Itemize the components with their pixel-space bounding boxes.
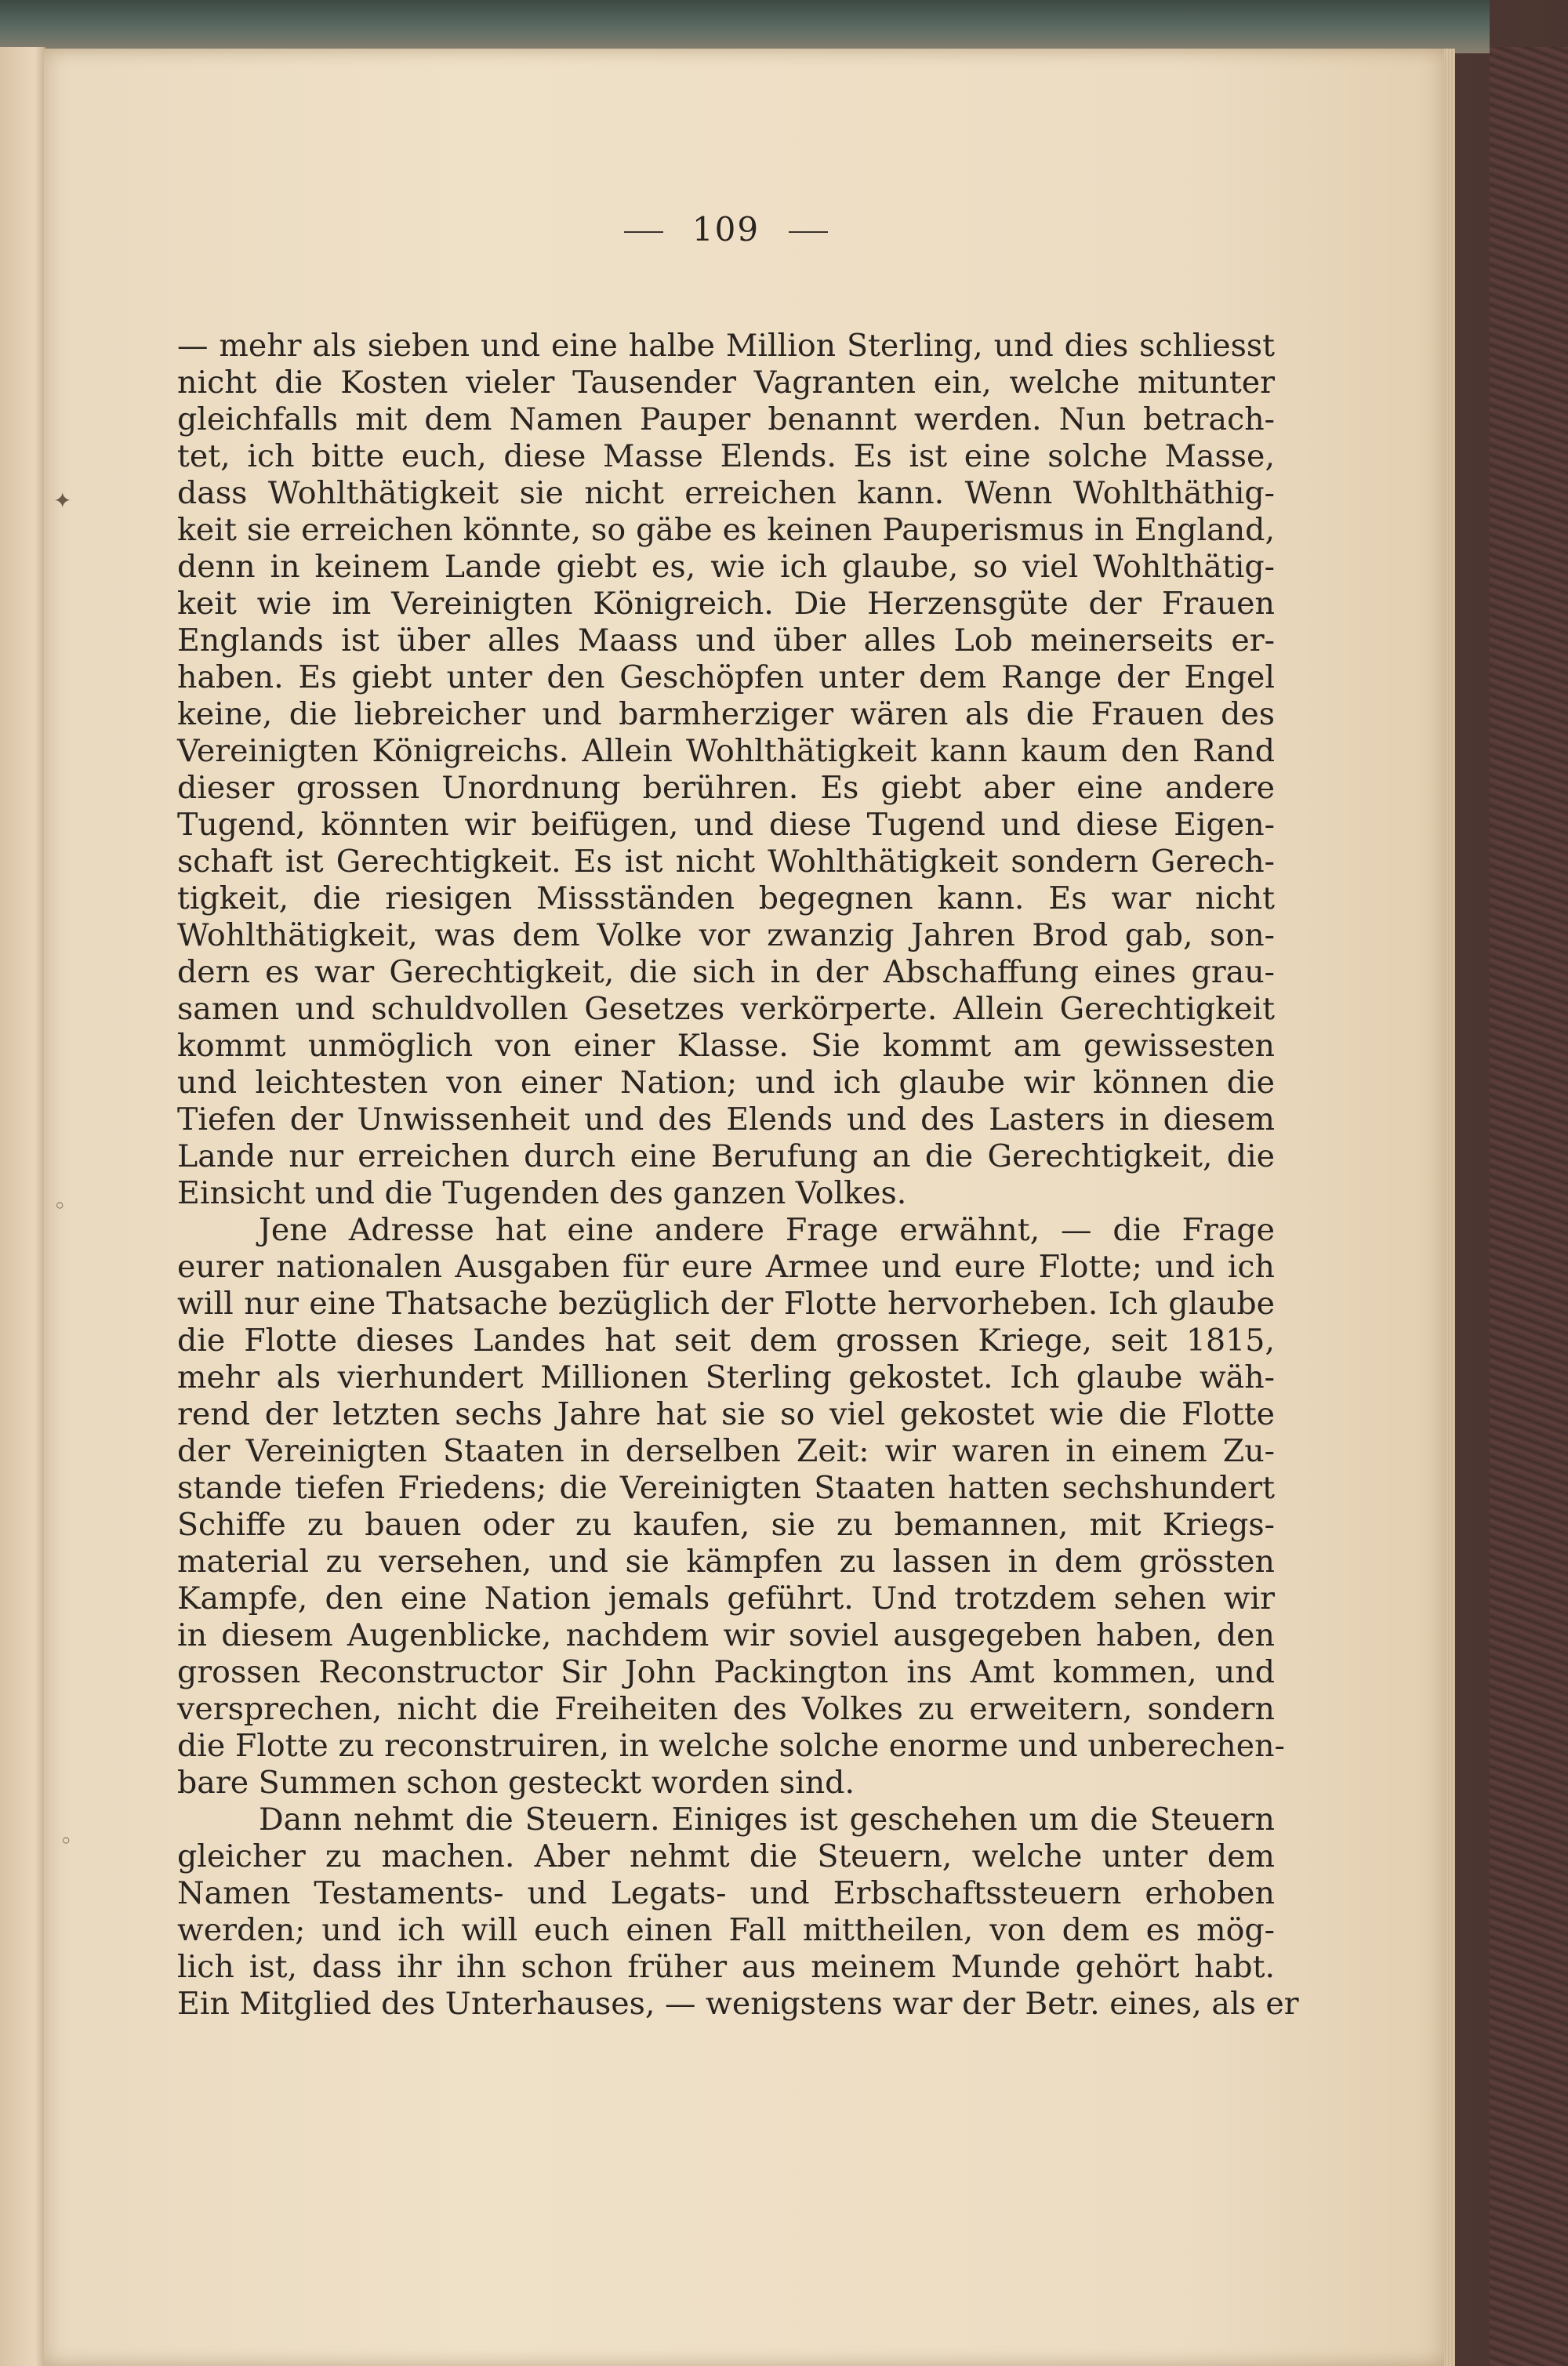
text-line: tet, ich bitte euch, diese Masse Elends. Es ist eine solche Masse, [177, 438, 1275, 474]
book-cover-cloth [1490, 47, 1568, 2366]
margin-mark: ✦ [53, 488, 72, 513]
text-line: schaft ist Gerechtigkeit. Es ist nicht Wohlthätigkeit sondern Gerech- [177, 844, 1275, 880]
text-line: mehr als vierhundert Millionen Sterling gekostet. Ich glaube wäh- [177, 1359, 1275, 1395]
text-line: — mehr als sieben und eine halbe Million Sterling, und dies schliesst [177, 328, 1275, 364]
text-line: kommt unmöglich von einer Klasse. Sie kommt am gewissesten [177, 1028, 1275, 1064]
text-line: rend der letzten sechs Jahre hat sie so viel gekostet wie die Flotte [177, 1396, 1275, 1432]
text-line: Ein Mitglied des Unterhauses, — wenigstens war der Betr. eines, als er [177, 1986, 1299, 2022]
text-line: und leichtesten von einer Nation; und ich glaube wir können die [177, 1065, 1275, 1101]
book-page [44, 49, 1455, 2366]
page-header [177, 210, 1275, 281]
text-line: Kampfe, den eine Nation jemals geführt. Und trotzdem sehen wir [177, 1580, 1275, 1617]
text-line: keit wie im Vereinigten Königreich. Die Herzensgüte der Frauen [177, 586, 1275, 622]
text-line: material zu versehen, und sie kämpfen zu lassen in dem grössten [177, 1544, 1275, 1580]
text-line: Wohlthätigkeit, was dem Volke vor zwanzig Jahren Brod gab, son- [177, 917, 1275, 953]
text-line: bare Summen schon gesteckt worden sind. [177, 1765, 855, 1801]
margin-mark: ◦ [60, 1828, 73, 1854]
text-line: eurer nationalen Ausgaben für eure Armee und eure Flotte; und ich [177, 1249, 1275, 1285]
text-line: Namen Testaments- und Legats- und Erbschaftssteuern erhoben [177, 1875, 1275, 1911]
text-line: haben. Es giebt unter den Geschöpfen unter dem Range der Engel [177, 659, 1275, 695]
margin-mark: ◦ [53, 1193, 67, 1219]
text-line: dern es war Gerechtigkeit, die sich in der Abschaffung eines grau- [177, 954, 1275, 990]
text-line: dass Wohlthätigkeit sie nicht erreichen kann. Wenn Wohlthäthig- [177, 475, 1275, 511]
text-line: Englands ist über alles Maass und über alles Lob meinerseits er- [177, 622, 1275, 659]
text-line: der Vereinigten Staaten in derselben Zeit: wir waren in einem Zu- [177, 1433, 1275, 1469]
text-line: werden; und ich will euch einen Fall mittheilen, von dem es mög- [177, 1912, 1275, 1948]
text-line: gleicher zu machen. Aber nehmt die Steuern, welche unter dem [177, 1838, 1275, 1874]
text-line: gleichfalls mit dem Namen Pauper benannt werden. Nun betrach- [177, 401, 1275, 437]
text-line: die Flotte zu reconstruiren, in welche solche enorme und unberechen- [177, 1728, 1285, 1764]
text-line: Schiffe zu bauen oder zu kaufen, sie zu bemannen, mit Kriegs- [177, 1507, 1275, 1543]
text-line: samen und schuldvollen Gesetzes verkörperte. Allein Gerechtigkeit [177, 991, 1275, 1027]
header-dash-right [789, 231, 828, 233]
text-line: Jene Adresse hat eine andere Frage erwähnt, — die Frage [259, 1212, 1275, 1248]
header-dash-left [624, 231, 663, 233]
text-line: lich ist, dass ihr ihn schon früher aus meinem Munde gehört habt. [177, 1949, 1275, 1985]
text-line: versprechen, nicht die Freiheiten des Volkes zu erweitern, sondern [177, 1691, 1275, 1727]
page-body-text [177, 328, 1299, 2023]
text-line: denn in keinem Lande giebt es, wie ich glaube, so viel Wohlthätig- [177, 549, 1275, 585]
text-line: dieser grossen Unordnung berühren. Es giebt aber eine andere [177, 770, 1275, 806]
text-line: keine, die liebreicher und barmherziger wären als die Frauen des [177, 696, 1275, 732]
text-line: stande tiefen Friedens; die Vereinigten Staaten hatten sechshundert [177, 1470, 1275, 1506]
text-line: tigkeit, die riesigen Missständen begegnen kann. Es war nicht [177, 880, 1275, 916]
text-line: Tiefen der Unwissenheit und des Elends und des Lasters in diesem [177, 1101, 1275, 1138]
text-line: will nur eine Thatsache bezüglich der Flotte hervorheben. Ich glaube [177, 1286, 1275, 1322]
text-line: Dann nehmt die Steuern. Einiges ist geschehen um die Steuern [259, 1802, 1275, 1838]
text-line: Vereinigten Königreichs. Allein Wohlthätigkeit kann kaum den Rand [177, 733, 1275, 769]
text-line: Tugend, könnten wir beifügen, und diese Tugend und diese Eigen- [177, 807, 1275, 843]
text-line: in diesem Augenblicke, nachdem wir soviel ausgegeben haben, den [177, 1617, 1275, 1653]
text-line: grossen Reconstructor Sir John Packington ins Amt kommen, und [177, 1654, 1275, 1690]
page-number: 109 [691, 210, 760, 249]
book-binding-top [0, 0, 1490, 53]
text-line: die Flotte dieses Landes hat seit dem grossen Kriege, seit 1815, [177, 1323, 1275, 1359]
text-line: nicht die Kosten vieler Tausender Vagranten ein, welche mitunter [177, 365, 1275, 401]
text-line: Lande nur erreichen durch eine Berufung an die Gerechtigkeit, die [177, 1138, 1275, 1174]
text-line: keit sie erreichen könnte, so gäbe es keinen Pauperismus in England, [177, 512, 1275, 548]
text-line: Einsicht und die Tugenden des ganzen Volkes. [177, 1175, 907, 1211]
left-page-edge [0, 47, 45, 2366]
page-edges [1444, 49, 1455, 2366]
